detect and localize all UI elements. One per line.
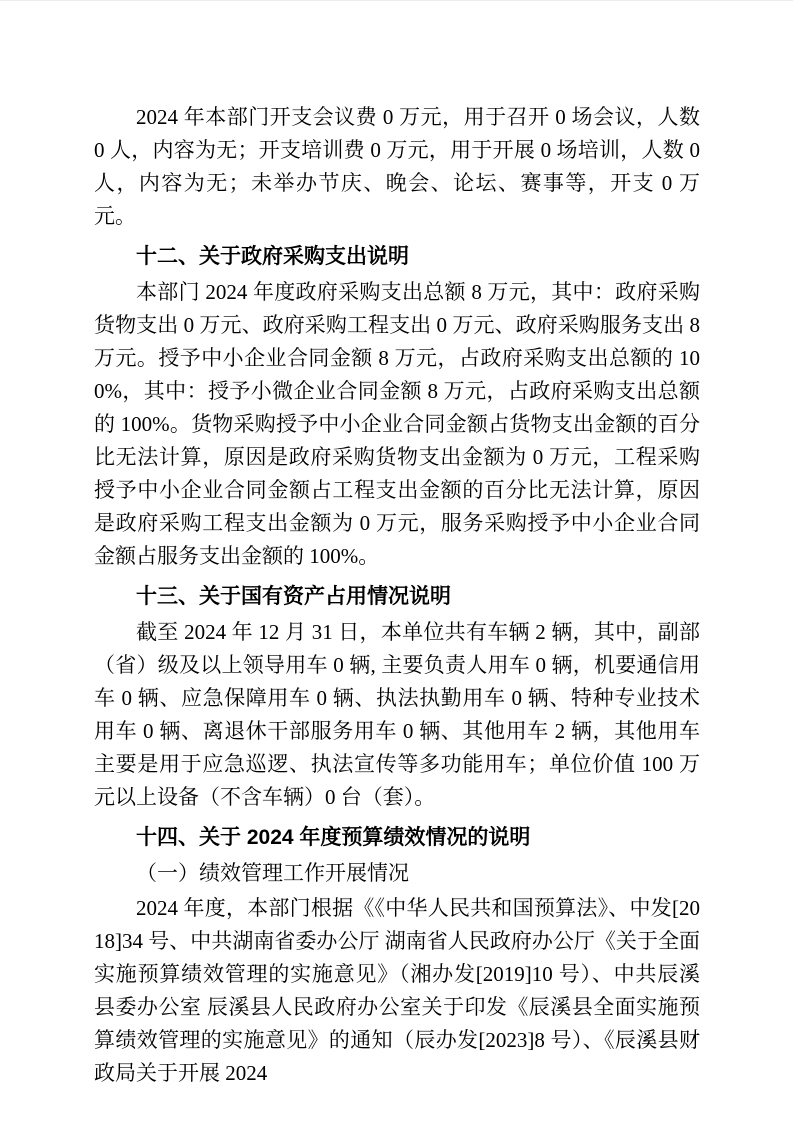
paragraph-state-assets-detail: 截至 2024 年 12 月 31 日，本单位共有车辆 2 辆，其中，副部（省）级及以上领导用车 0 辆, 主要负责人用车 0 辆，机要通信用车 0 辆、应急保障用车 0 辆、执法执勤用车 0 辆、特种专业技术用车 0 辆、离退休干部服务用车 0 辆、其他用车 2 辆，其他用车主要是用于应急巡逻、执法宣传等多功能用车；单位价值 100 万元以上设备（不含车辆）0 台（套）。 [94,620,700,809]
section-heading-state-assets: 十三、关于国有资产占用情况说明 [136,585,451,608]
section-heading-gov-procurement: 十二、关于政府采购支出说明 [136,245,409,268]
subheading-performance-management-work: （一）绩效管理工作开展情况 [136,862,409,885]
paragraph-gov-procurement-detail: 本部门 2024 年度政府采购支出总额 8 万元，其中：政府采购货物支出 0 万元、政府采购工程支出 0 万元、政府采购服务支出 8 万元。授予中小企业合同金额 8 万元，占政府采购支出总额的 100%，其中：授予小微企业合同金额 8 万元，占政府采购支出总额的 100%。货物采购授予中小企业合同金额占货物支出金额的百分比无法计算，原因是政府采购货物支出金额为 0 万元，工程采购授予中小企业合同金额占工程支出金额的百分比无法计算，原因是政府采购工程支出金额为 0 万元，服务采购授予中小企业合同金额占服务支出金额的 100%。 [94,280,700,568]
paragraph-performance-management-basis: 2024 年度，本部门根据《《中华人民共和国预算法》、中发[2018]34 号、中共湖南省委办公厅 湖南省人民政府办公厅《关于全面实施预算绩效管理的实施意见》（湘办发[2019]10 号）、中共辰溪县委办公室 辰溪县人民政府办公室关于印发《辰溪县全面实施预算绩效管理的实施意见》的通知（辰办发[2023]8 号）、《辰溪县财政局关于开展 2024 [94,896,700,1085]
section-heading-budget-performance-2024: 十四、关于 2024 年度预算绩效情况的说明 [136,826,531,849]
paragraph-meeting-training-expense: 2024 年本部门开支会议费 0 万元，用于召开 0 场会议，人数 0 人，内容为无；开支培训费 0 万元，用于开展 0 场培训，人数 0 人，内容为无；未举办节庆、晚会、论坛、赛事等，开支 0 万元。 [94,105,700,228]
